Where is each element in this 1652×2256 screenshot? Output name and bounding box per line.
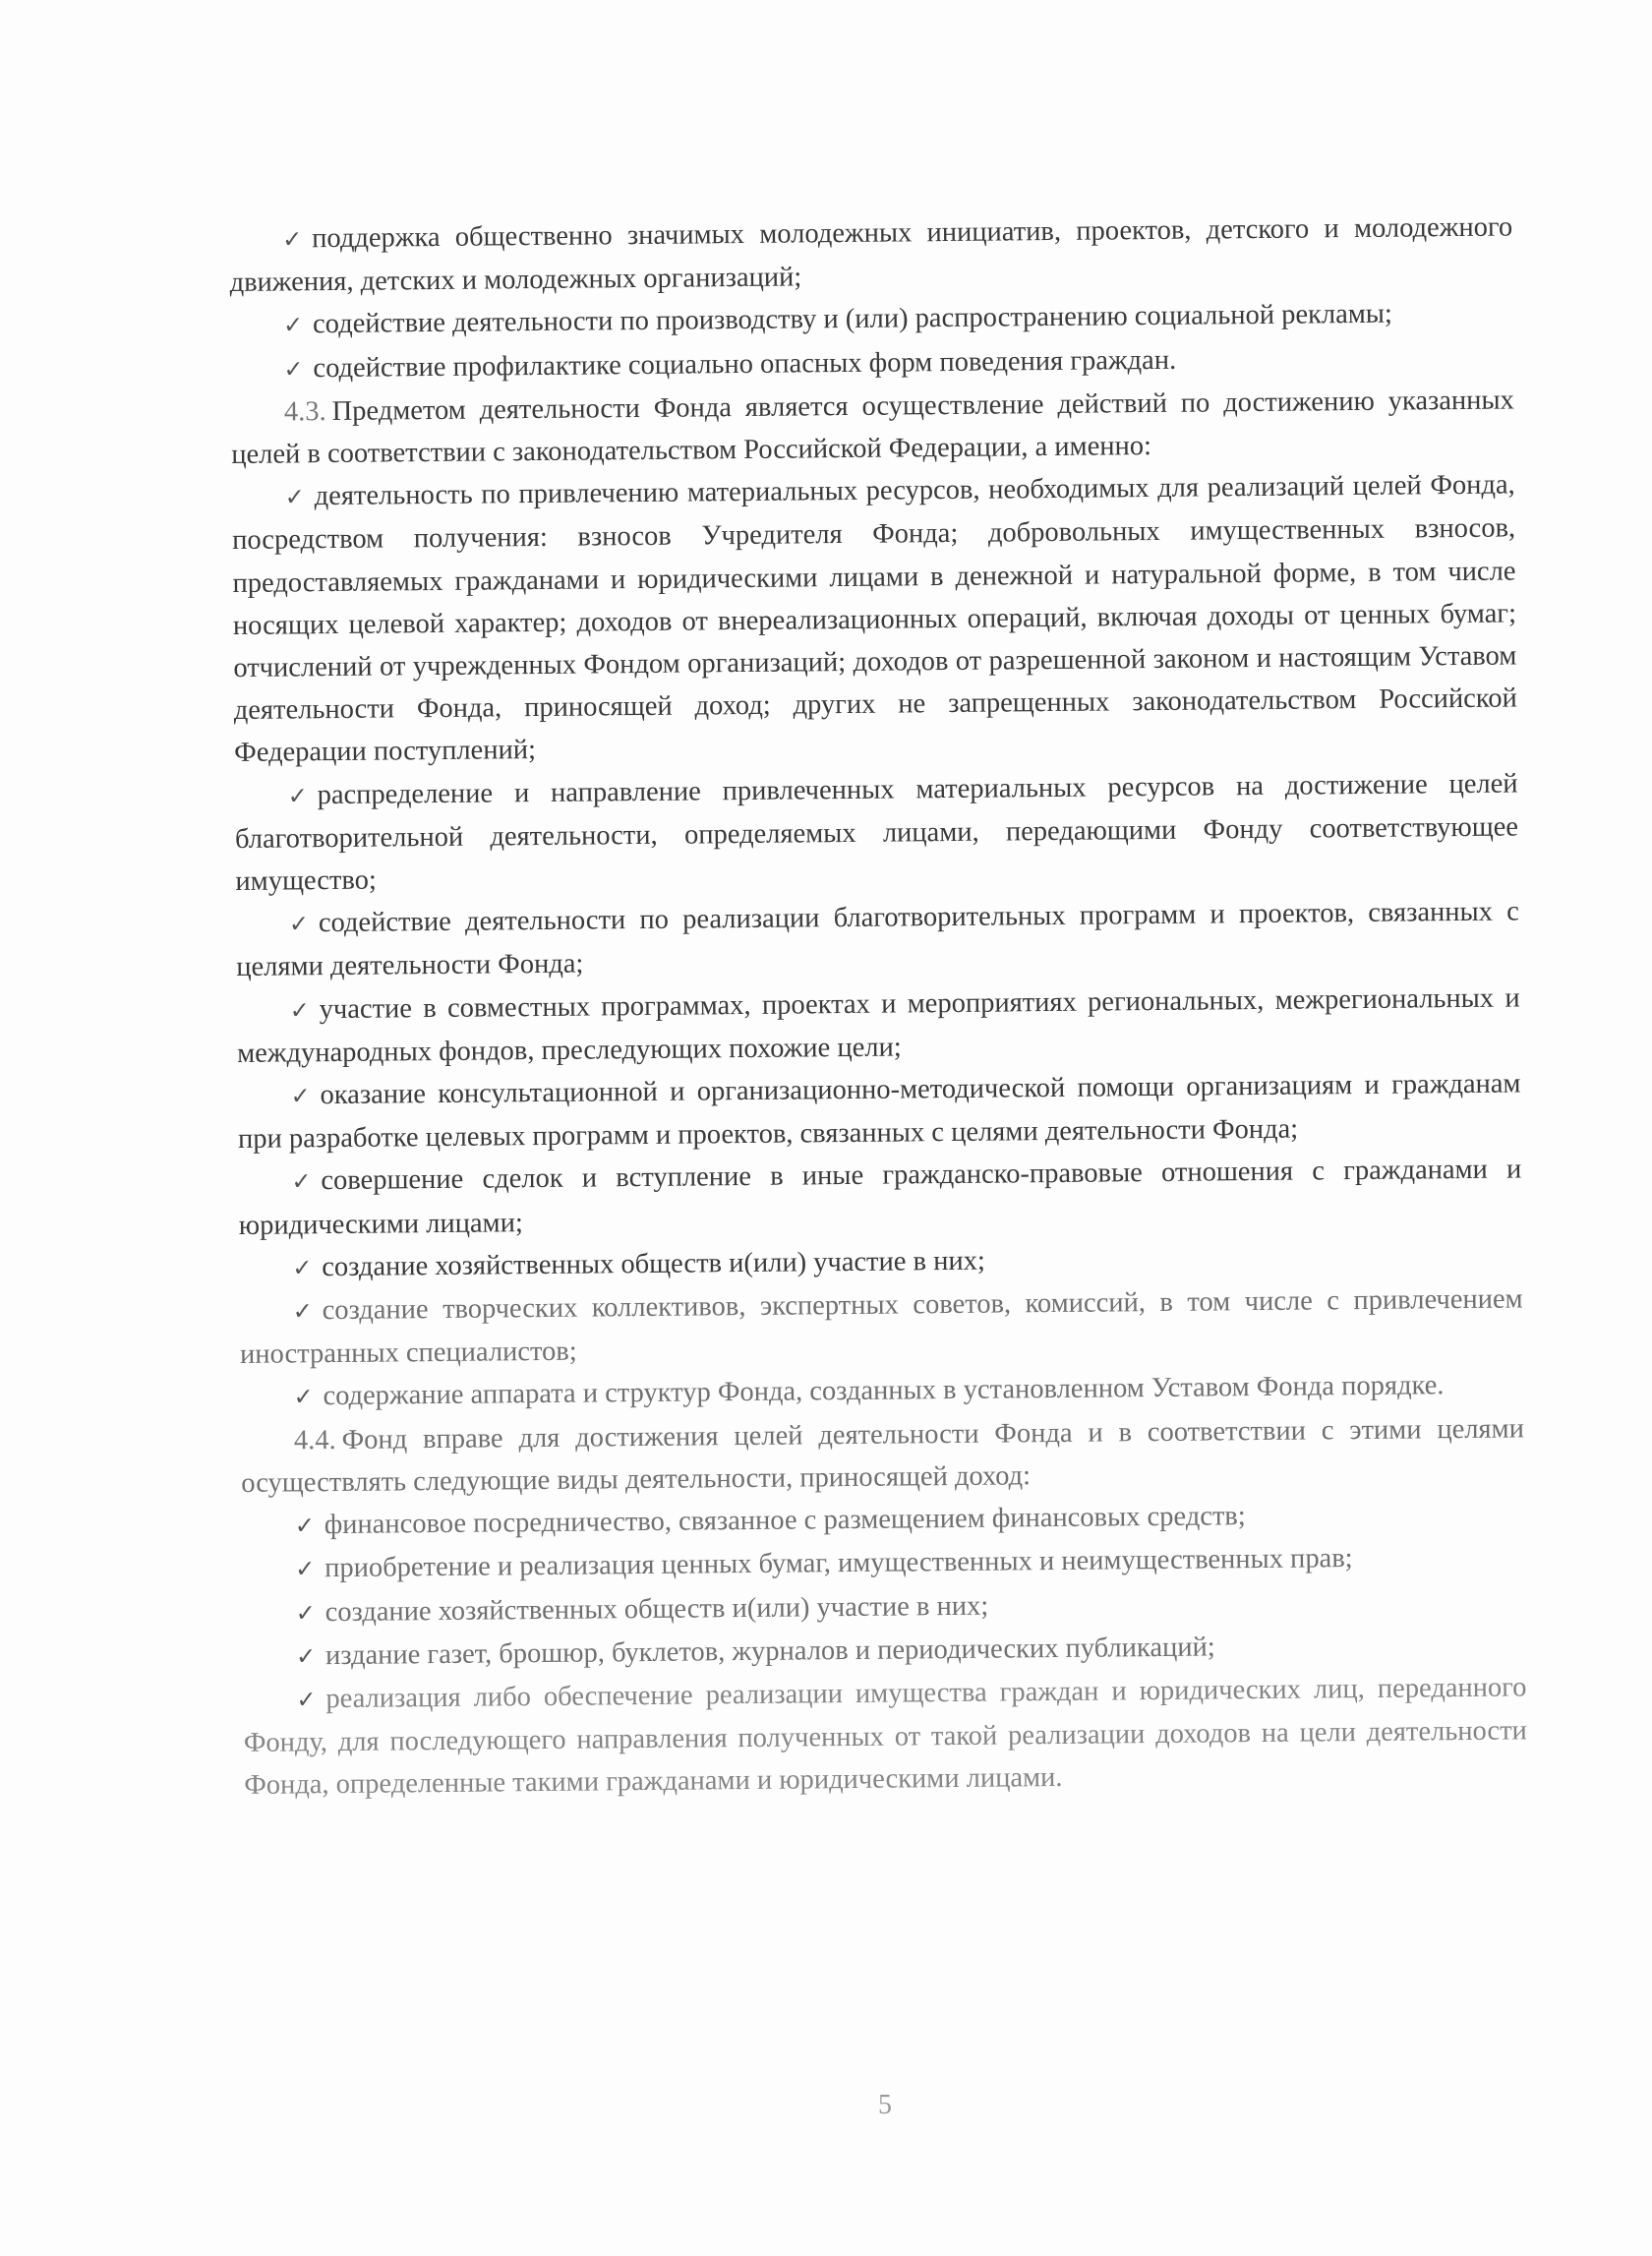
clause-4-4 [241, 1407, 1525, 1505]
list-item-text: реализация либо обеспечение реализации имущества граждан и юридических лиц, переданного Фонду, для последующего направления полученных от такой реализации доходов на цели деятельности Фонда, определенные такими гражданами и юридическими лицами. [243, 1672, 1527, 1802]
list-item-text: содействие деятельности по производству и (или) распространению социальной рекламы; [312, 299, 1393, 340]
list-item-text: деятельность по привлечению материальных ресурсов, необходимых для реализаций целей Фонда, посредством получения: взносов Учредителя Фонда; добровольных имущественных взносов, предоставляемых гражданами и юридическими лицами в денежной и натуральной форме, в том числе носящих целевой характер; доходов от внереализационных операций, включая доходы от ценных бумаг; отчислений от учрежденных Фондом организаций; доходов от разрешенной законом и настоящим Уставом деятельности Фонда, приносящей доход; других не запрещенных законодательством Российской Федерации поступлений; [231, 469, 1517, 769]
list-item-text: содействие профилактике социально опасных форм поведения граждан. [313, 344, 1177, 384]
list-item [232, 464, 1518, 775]
list-item-text: содействие деятельности по реализации благотворительных программ и проектов, связанных с целями деятельности Фонда; [236, 896, 1519, 983]
list-item [237, 1062, 1521, 1160]
checkmark-icon: ✓ [292, 1297, 313, 1326]
checkmark-icon: ✓ [295, 1598, 316, 1627]
list-item [243, 1666, 1527, 1807]
list-item [234, 762, 1518, 903]
list-item-text: издание газет, брошюр, буклетов, журналов и периодических публикаций; [324, 1632, 1215, 1671]
list-item-text: распределение и направление привлеченных материальных ресурсов на достижение целей благотворительной деятельности, определяемых лицами, передающими Фонду соответствующее имущество; [234, 768, 1519, 898]
checkmark-icon: ✓ [288, 910, 310, 938]
list-item [237, 977, 1521, 1075]
checkmark-icon: ✓ [294, 1512, 316, 1540]
list-item [239, 1278, 1523, 1377]
clause-4-3 [231, 379, 1515, 476]
checkmark-icon: ✓ [287, 781, 308, 810]
checkmark-icon: ✓ [282, 225, 303, 254]
list-item-text: поддержка общественно значимых молодежных инициатив, проектов, детского и молодежного движения, детских и молодежных организаций; [229, 211, 1513, 299]
list-item-text: создание хозяйственных обществ и(или) участие в них; [322, 1245, 985, 1283]
list-item-text: финансовое посредничество, связанное с размещением финансовых средств; [324, 1501, 1246, 1541]
list-item-text: оказание консультационной и организационно-методической помощи организациям и гражданам при разработке целевых программ и проектов, связанных с целями деятельности Фонда; [237, 1068, 1521, 1156]
document-body [229, 206, 1527, 1807]
list-item [236, 891, 1520, 989]
checkmark-icon: ✓ [289, 995, 310, 1025]
list-item [229, 206, 1513, 304]
clause-text: Фонд вправе для достижения целей деятельности Фонда и в соответствии с этими целями осуществлять следующие виды деятельности, приносящей доход: [241, 1413, 1525, 1499]
list-item-text: создание хозяйственных обществ и(или) участие в них; [324, 1590, 989, 1628]
clause-number: 4.3. [283, 395, 326, 428]
list-item-text: участие в совместных программах, проектах и мероприятиях региональных, межрегиональных и международных фондов, преследующих похожие цели; [237, 982, 1520, 1069]
checkmark-icon: ✓ [282, 311, 304, 339]
checkmark-icon: ✓ [291, 1167, 312, 1196]
checkmark-icon: ✓ [295, 1555, 316, 1583]
list-item-text: содержание аппарата и структур Фонда, созданных в установленном Уставом Фонда порядке. [323, 1370, 1445, 1412]
checkmark-icon: ✓ [292, 1254, 313, 1282]
page-number: 5 [878, 2090, 892, 2120]
checkmark-icon: ✓ [284, 483, 305, 511]
checkmark-icon: ✓ [293, 1383, 314, 1411]
checkmark-icon: ✓ [283, 354, 304, 384]
list-item-text: приобретение и реализация ценных бумаг, имущественных и неимущественных прав; [324, 1543, 1353, 1584]
clause-text: Предметом деятельности Фонда является осуществление действий по достижению указанных целей в соответствии с законодательством Российской Федерации, а именно: [231, 385, 1514, 471]
list-item [238, 1149, 1522, 1247]
checkmark-icon: ✓ [290, 1082, 311, 1110]
checkmark-icon: ✓ [296, 1686, 317, 1714]
checkmark-icon: ✓ [295, 1641, 317, 1671]
list-item-text: совершение сделок и вступление в иные гражданско-правовые отношения с гражданами и юридическими лицами; [238, 1154, 1522, 1241]
list-item-text: создание творческих коллективов, экспертных советов, комиссий, в том числе с привлечением иностранных специалистов; [239, 1283, 1523, 1371]
clause-number: 4.4. [293, 1424, 336, 1456]
